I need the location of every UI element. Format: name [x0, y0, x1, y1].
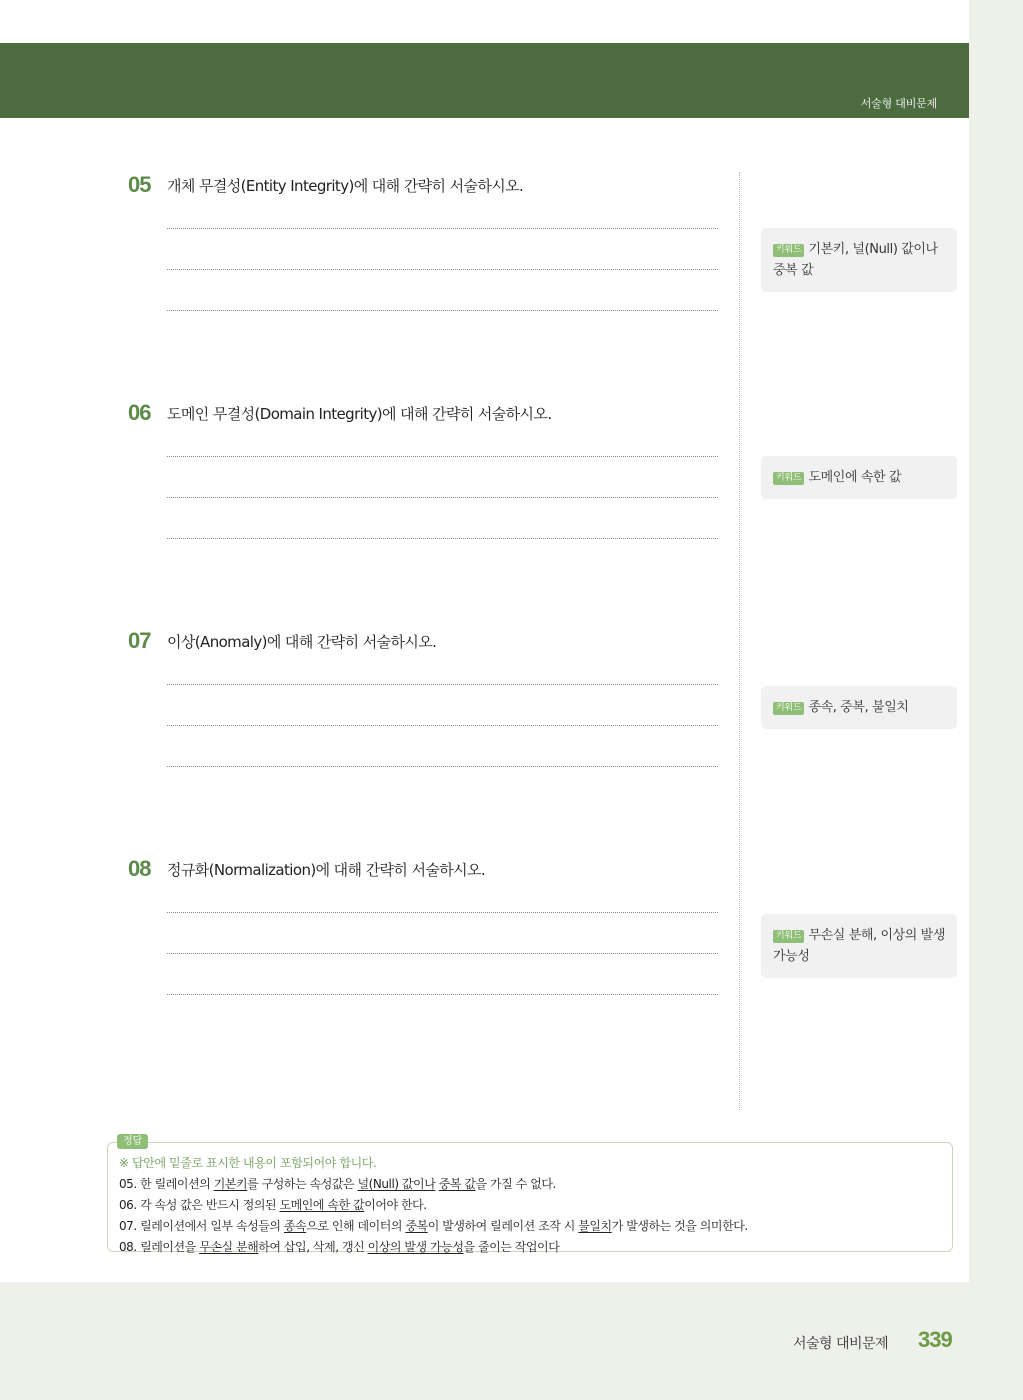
question-number: 07	[128, 628, 151, 653]
question-number: 06	[128, 400, 151, 425]
answer-text: 이어야 한다.	[364, 1198, 427, 1212]
underlined-keyword: 기본키	[213, 1177, 248, 1191]
question-text: 도메인 무결성(Domain Integrity)에 대해 간략히 서술하시오.	[167, 405, 552, 423]
question-number: 08	[128, 856, 151, 881]
answer-text: 05. 한 릴레이션의	[119, 1177, 214, 1191]
section-label: 서술형 대비문제	[860, 97, 937, 110]
underlined-keyword: 도메인에 속한 값	[279, 1198, 365, 1212]
question-text: 개체 무결성(Entity Integrity)에 대해 간략히 서술하시오.	[167, 177, 524, 195]
answer-text: 를 구성하는 속성값은	[247, 1177, 358, 1191]
answer-row-07	[119, 1217, 748, 1234]
keyword-box-08	[761, 914, 957, 978]
keyword-box-06	[761, 456, 957, 499]
answer-line[interactable]	[167, 228, 718, 229]
answer-text: 으로 인해 데이터의	[306, 1219, 406, 1233]
keyword-text: 종속, 중복, 불일치	[808, 700, 909, 715]
answer-line[interactable]	[167, 684, 718, 685]
answer-line[interactable]	[167, 310, 718, 311]
answer-text: 이 발생하여 릴레이션 조작 시	[427, 1219, 579, 1233]
column-divider	[739, 172, 740, 1110]
question-text: 이상(Anomaly)에 대해 간략히 서술하시오.	[167, 633, 437, 651]
answer-text: 07. 릴레이션에서 일부 속성들의	[119, 1219, 284, 1233]
answer-note: ※ 답안에 밑줄로 표시한 내용이 포함되어야 합니다.	[119, 1156, 377, 1170]
underlined-keyword: 이상의 발생 가능성	[367, 1240, 464, 1254]
answer-tag: 정답	[117, 1134, 148, 1149]
underlined-keyword: 불일치	[578, 1219, 612, 1233]
answer-text: 가 발생하는 것을 의미한다.	[611, 1219, 748, 1233]
question-text: 정규화(Normalization)에 대해 간략히 서술하시오.	[167, 861, 486, 879]
keyword-badge: 키워드	[773, 702, 804, 715]
answer-line[interactable]	[167, 766, 718, 767]
keyword-badge: 키워드	[773, 472, 804, 485]
answer-text: 하여 삽입, 삭제, 갱신	[258, 1240, 368, 1254]
answer-line[interactable]	[167, 269, 718, 270]
keyword-text: 기본키, 널(Null) 값이나 중복 값	[773, 242, 938, 278]
underlined-keyword: 중복 값	[438, 1177, 476, 1191]
keyword-box-05	[761, 228, 957, 292]
answer-text: 을 가질 수 없다.	[475, 1177, 556, 1191]
answer-line[interactable]	[167, 725, 718, 726]
answer-row-08	[119, 1238, 559, 1255]
underlined-keyword: 종속	[283, 1219, 307, 1233]
answer-line[interactable]	[167, 497, 718, 498]
answer-line[interactable]	[167, 538, 718, 539]
keyword-text: 무손실 분해, 이상의 발생 가능성	[773, 928, 945, 964]
answer-text: 을 줄이는 작업이다	[463, 1240, 560, 1254]
answer-line[interactable]	[167, 456, 718, 457]
answer-row-05	[119, 1175, 556, 1192]
keyword-badge: 키워드	[773, 930, 804, 943]
answer-line[interactable]	[167, 994, 718, 995]
keyword-text: 도메인에 속한 값	[808, 470, 902, 485]
answer-text: 08. 릴레이션을	[119, 1240, 200, 1254]
answer-line[interactable]	[167, 912, 718, 913]
keyword-box-07	[761, 686, 957, 729]
answer-key-box	[107, 1142, 953, 1252]
underlined-keyword: 중복	[405, 1219, 428, 1233]
footer-section-label: 서술형 대비문제	[793, 1336, 889, 1352]
answer-line[interactable]	[167, 953, 718, 954]
answer-text: 06. 각 속성 값은 반드시 정의된	[119, 1198, 280, 1212]
underlined-keyword: 무손실 분해	[199, 1240, 259, 1254]
answer-row-06	[119, 1196, 427, 1213]
page-number: 339	[918, 1327, 952, 1352]
question-number: 05	[128, 172, 151, 197]
keyword-badge: 키워드	[773, 244, 804, 257]
header-band	[0, 43, 969, 118]
underlined-keyword: 널(Null) 값이나	[357, 1177, 436, 1191]
